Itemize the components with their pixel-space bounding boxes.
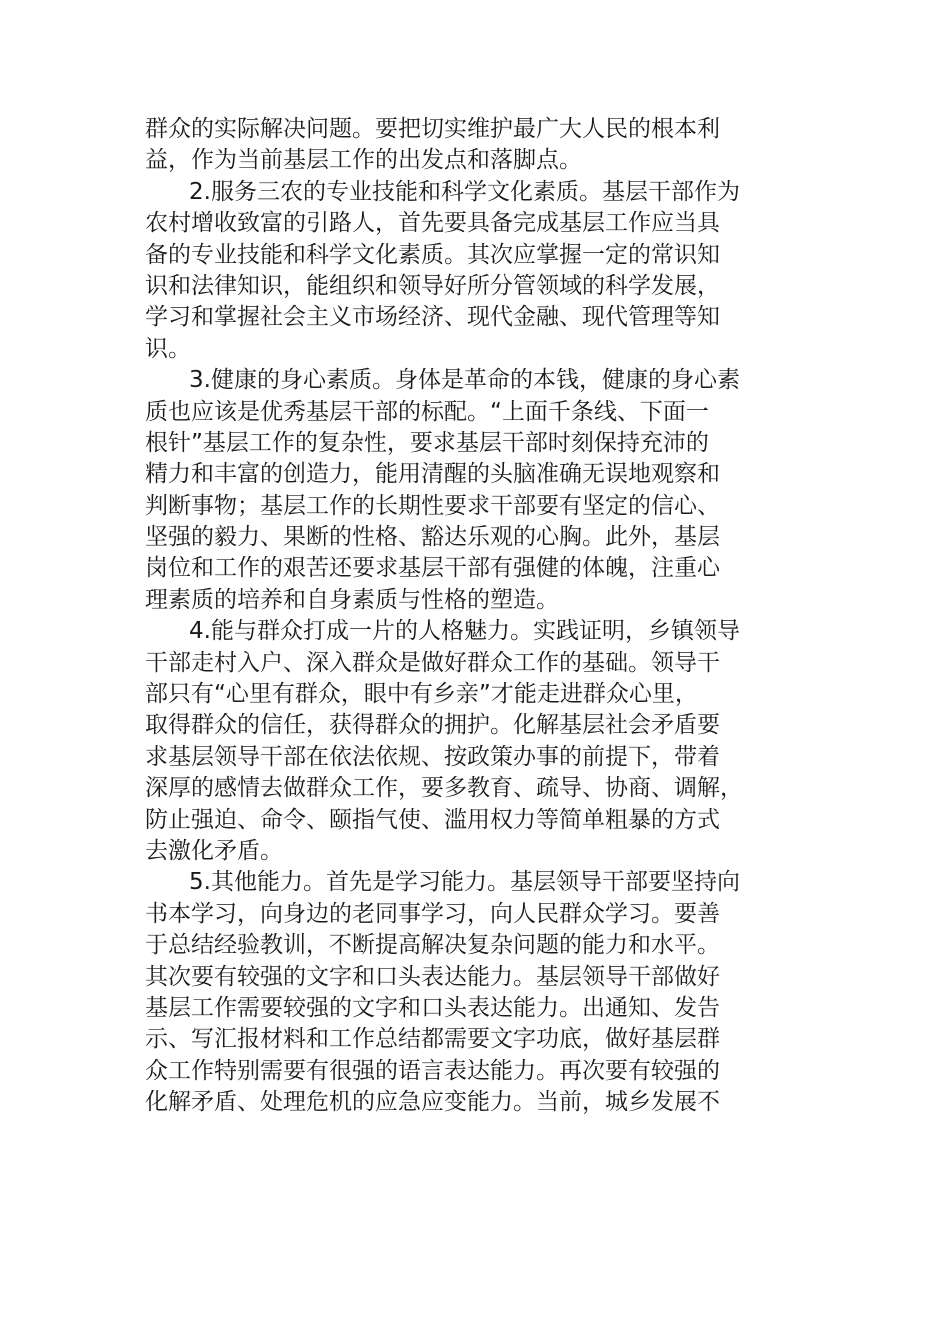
text-line: 众工作特别需要有很强的语言表达能力。再次要有较强的 bbox=[145, 1057, 720, 1084]
text-line: 岗位和工作的艰苦还要求基层干部有强健的体魄，注重心 bbox=[145, 555, 720, 582]
text-line: 防止强迫、命令、颐指气使、滥用权力等简单粗暴的方式 bbox=[145, 806, 720, 833]
text-line: 益，作为当前基层工作的出发点和落脚点。 bbox=[145, 147, 582, 174]
text-line: 农村增收致富的引路人，首先要具备完成基层工作应当具 bbox=[145, 210, 720, 237]
text-line: 精力和丰富的创造力，能用清醒的头脑准确无误地观察和 bbox=[145, 461, 720, 488]
text-line: 去激化矛盾。 bbox=[145, 837, 283, 864]
text-line: 质也应该是优秀基层干部的标配。“上面千条线、下面一 bbox=[145, 398, 709, 425]
text-line: 深厚的感情去做群众工作，要多教育、疏导、协商、调解， bbox=[145, 775, 743, 802]
text-line: 识。 bbox=[145, 335, 191, 362]
text-line: 判断事物；基层工作的长期性要求干部要有坚定的信心、 bbox=[145, 492, 720, 519]
text-line: 根针”基层工作的复杂性，要求基层干部时刻保持充沛的 bbox=[145, 429, 709, 456]
paragraph-first-line: 3.健康的身心素质。身体是革命的本钱，健康的身心素 bbox=[189, 367, 740, 394]
text-line: 备的专业技能和科学文化素质。其次应掌握一定的常识知 bbox=[145, 241, 720, 268]
text-line: 坚强的毅力、果断的性格、豁达乐观的心胸。此外，基层 bbox=[145, 524, 720, 551]
paragraph-first-line: 2.服务三农的专业技能和科学文化素质。基层干部作为 bbox=[189, 178, 740, 205]
paragraph-first-line: 5.其他能力。首先是学习能力。基层领导干部要坚持向 bbox=[189, 869, 740, 896]
text-line: 群众的实际解决问题。要把切实维护最广大人民的根本利 bbox=[145, 116, 720, 142]
text-line: 于总结经验教训，不断提高解决复杂问题的能力和水平。 bbox=[145, 932, 720, 959]
text-line: 化解矛盾、处理危机的应急应变能力。当前，城乡发展不 bbox=[145, 1089, 720, 1116]
text-line: 示、写汇报材料和工作总结都需要文字功底，做好基层群 bbox=[145, 1026, 720, 1053]
document-body bbox=[145, 114, 805, 1119]
paragraph-first-line: 4.能与群众打成一片的人格魅力。实践证明，乡镇领导 bbox=[189, 618, 740, 645]
text-line: 其次要有较强的文字和口头表达能力。基层领导干部做好 bbox=[145, 963, 720, 990]
text-line: 书本学习，向身边的老同事学习，向人民群众学习。要善 bbox=[145, 900, 720, 927]
text-line: 基层工作需要较强的文字和口头表达能力。出通知、发告 bbox=[145, 994, 720, 1021]
text-line: 部只有“心里有群众，眼中有乡亲”才能走进群众心里， bbox=[145, 681, 698, 708]
text-line: 学习和掌握社会主义市场经济、现代金融、现代管理等知 bbox=[145, 304, 720, 331]
text-line: 取得群众的信任，获得群众的拥护。化解基层社会矛盾要 bbox=[145, 712, 720, 739]
text-line: 求基层领导干部在依法依规、按政策办事的前提下，带着 bbox=[145, 743, 720, 770]
text-line: 理素质的培养和自身素质与性格的塑造。 bbox=[145, 586, 559, 613]
text-line: 干部走村入户、深入群众是做好群众工作的基础。领导干 bbox=[145, 649, 720, 676]
text-line: 识和法律知识，能组织和领导好所分管领域的科学发展， bbox=[145, 272, 720, 299]
